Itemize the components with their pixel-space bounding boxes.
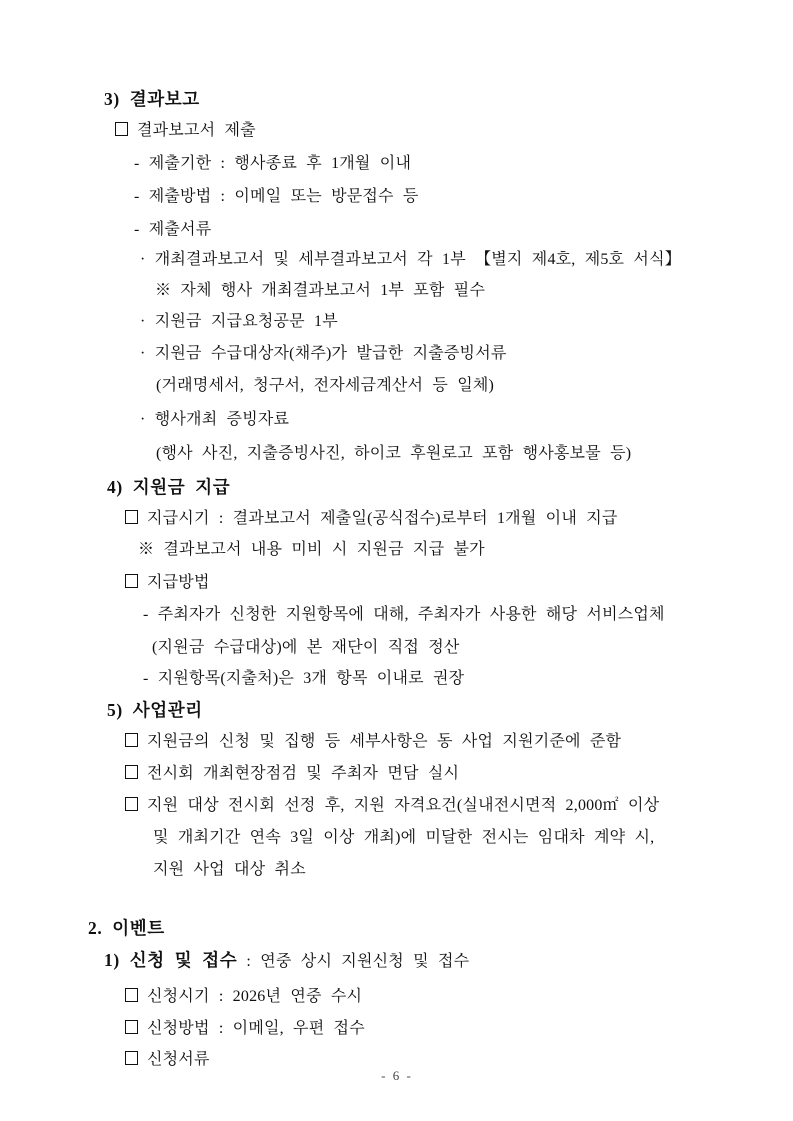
checkbox-item <box>125 510 618 528</box>
bullet-item: · 개최결과보고서 및 세부결과보고서 각 1부 【별지 제4호, 제5호 서식】 <box>140 251 681 268</box>
checkbox-icon <box>125 765 138 779</box>
bullet-item: · 행사개최 증빙자료 <box>140 411 290 428</box>
checkbox-item <box>125 1020 365 1038</box>
section-heading-3-result-report: 3) 결과보고 <box>104 89 200 109</box>
continuation-line: 지원 사업 대상 취소 <box>153 861 306 878</box>
checkbox-item <box>125 765 459 783</box>
checkbox-item <box>125 797 659 815</box>
section-heading-4-subsidy-payment: 4) 지원금 지급 <box>107 477 231 497</box>
checkbox-icon <box>125 797 138 811</box>
checkbox-item <box>125 574 210 592</box>
checkbox-item-label: 신청서류 <box>147 1051 210 1068</box>
note-line: ※ 결과보고서 내용 미비 시 지원금 지급 불가 <box>138 541 485 558</box>
subsection-heading-bold-label: 1) 신청 및 접수 <box>104 950 238 970</box>
checkbox-icon <box>125 1051 138 1065</box>
checkbox-icon <box>125 1020 138 1034</box>
checkbox-item <box>125 988 362 1006</box>
checkbox-item-label: 신청시기 : 2026년 연중 수시 <box>147 988 363 1005</box>
subsection-heading-description: : 연중 상시 지원신청 및 접수 <box>237 953 470 970</box>
checkbox-icon <box>125 988 138 1002</box>
chapter-heading-2-event: 2. 이벤트 <box>88 918 165 938</box>
paren-continuation-line: (거래명세서, 청구서, 전자세금계산서 등 일체) <box>156 377 495 394</box>
checkbox-item-label: 지원 대상 전시회 선정 후, 지원 자격요건(실내전시면적 2,000㎡ 이상 <box>147 797 660 814</box>
page-number: - 6 - <box>381 1068 412 1083</box>
paren-continuation-line: (지원금 수급대상)에 본 재단이 직접 정산 <box>152 639 460 656</box>
checkbox-item-label: 지원금의 신청 및 집행 등 세부사항은 동 사업 지원기준에 준함 <box>147 733 622 750</box>
note-line: ※ 자체 행사 개최결과보고서 1부 포함 필수 <box>155 282 486 299</box>
dash-item: - 제출기한 : 행사종료 후 1개월 이내 <box>134 155 412 172</box>
checkbox-icon <box>115 122 128 136</box>
checkbox-item-label: 지급방법 <box>147 574 210 591</box>
checkbox-icon <box>125 510 138 524</box>
checkbox-item <box>125 733 621 751</box>
bullet-item: · 지원금 지급요청공문 1부 <box>140 313 338 330</box>
checkbox-item-label: 지급시기 : 결과보고서 제출일(공식접수)로부터 1개월 이내 지급 <box>147 510 618 527</box>
continuation-line: 및 개최기간 연속 3일 이상 개최)에 미달한 전시는 임대차 계약 시, <box>153 829 655 846</box>
section-heading-5-project-management: 5) 사업관리 <box>107 700 203 720</box>
dash-item: - 제출방법 : 이메일 또는 방문접수 등 <box>134 188 419 205</box>
checkbox-item-label: 신청방법 : 이메일, 우편 접수 <box>147 1020 365 1037</box>
bullet-item: · 지원금 수급대상자(채주)가 발급한 지출증빙서류 <box>140 345 507 362</box>
dash-item: - 제출서류 <box>134 221 212 238</box>
dash-item: - 주최자가 신청한 지원항목에 대해, 주최자가 사용한 해당 서비스업체 <box>143 606 665 623</box>
subsection-heading-1-application <box>104 950 469 971</box>
paren-continuation-line: (행사 사진, 지출증빙사진, 하이코 후원로고 포함 행사홍보물 등) <box>156 445 632 462</box>
checkbox-icon <box>125 574 138 588</box>
checkbox-item-label: 결과보고서 제출 <box>137 122 256 139</box>
dash-item: - 지원항목(지출처)은 3개 항목 이내로 권장 <box>143 670 465 687</box>
checkbox-item <box>115 122 256 140</box>
checkbox-item-label: 전시회 개최현장점검 및 주최자 면담 실시 <box>147 765 460 782</box>
checkbox-item <box>125 1051 210 1069</box>
checkbox-icon <box>125 733 138 747</box>
